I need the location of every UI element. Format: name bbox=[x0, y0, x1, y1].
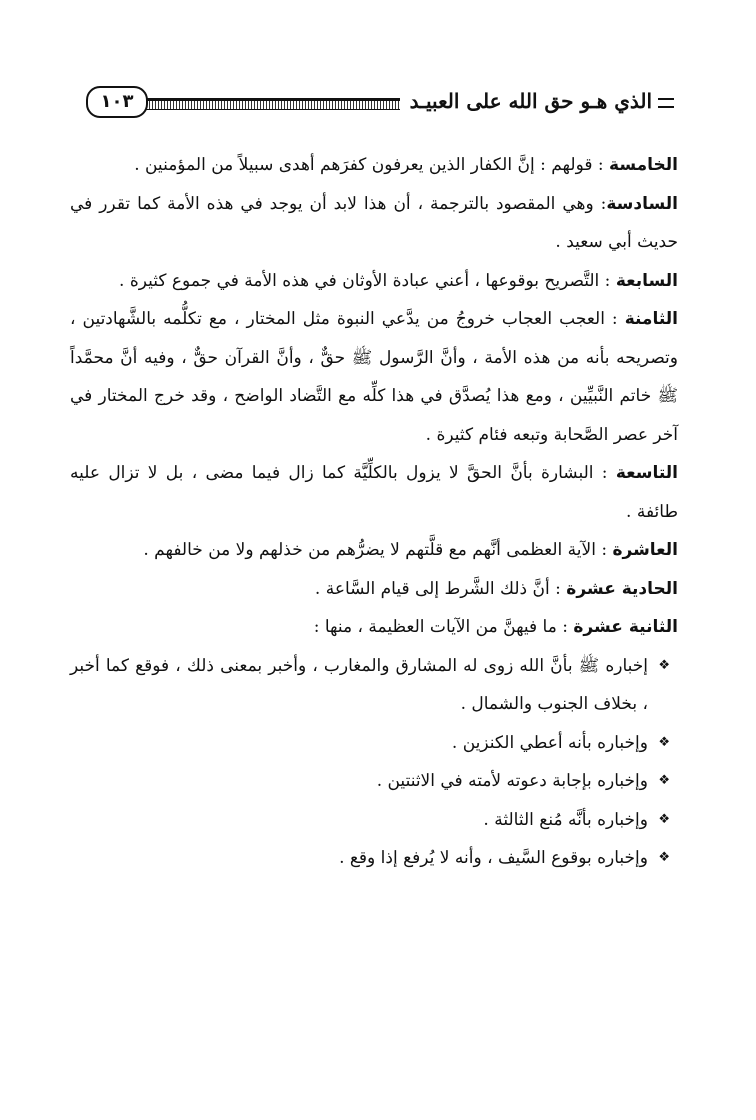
diamond-bullet-icon: ❖ bbox=[658, 773, 670, 788]
list-item-text: وإخباره بإجابة دعوته لأمته في الاثنتين . bbox=[376, 771, 648, 791]
body-text bbox=[70, 146, 678, 878]
diamond-bullet-icon: ❖ bbox=[658, 850, 670, 865]
paragraph-text: : الآية العظمى أنَّهم مع قلَّتهم لا يضرُّهم من خذلهم ولا من خالفهم . bbox=[143, 540, 613, 560]
paragraph-label: العاشرة bbox=[612, 540, 678, 560]
paragraph-label: السابعة bbox=[615, 270, 678, 291]
paragraph-text: : البشارة بأنَّ الحقَّ لا يزول بالكلِّيَّة كما زال فيما مضى ، بل لا تزال عليه طائفة . bbox=[70, 463, 678, 522]
list-item bbox=[70, 762, 678, 801]
header-title-text: الذي هـو حق الله على العبيـد bbox=[409, 89, 652, 113]
paragraph-fifth bbox=[70, 146, 678, 185]
paragraph-ninth bbox=[70, 454, 678, 531]
paragraph-label: السادسة bbox=[606, 193, 678, 214]
running-header bbox=[86, 86, 678, 120]
paragraph-label: الثامنة bbox=[624, 309, 678, 329]
paragraph-text: : العجب العجاب خروجُ من يدَّعي النبوة مثل المختار ، مع تكلُّمه بالشَّهادتين ، وتصريحه بأنه من هذه الأمة ، وأنَّ الرَّسول ﷺ حقٌّ ، وأنَّ القرآن حقٌّ ، وفيه أنَّ محمَّداً ﷺ خاتم النَّبيِّين ، ومع هذا يُصدَّق في هذا كلِّه مع التَّضاد الواضح ، وقد خرج المختار في آخر عصر الصَّحابة وتبعه فئام كثيرة . bbox=[70, 309, 678, 445]
list-item-text: وإخباره بأنه أعطي الكنزين . bbox=[451, 732, 648, 753]
paragraph-text: : أنَّ ذلك الشَّرط إلى قيام السَّاعة . bbox=[314, 578, 567, 599]
paragraph-label: التاسعة bbox=[615, 463, 678, 483]
paragraph-seventh bbox=[70, 262, 678, 301]
paragraph-eighth bbox=[70, 300, 678, 454]
paragraph-twelfth bbox=[70, 608, 678, 647]
list-item-text: وإخباره بوقوع السَّيف ، وأنه لا يُرفع إذا وقع . bbox=[339, 848, 648, 868]
paragraph-text: : التَّصريح بوقوعها ، أعني عبادة الأوثان في هذه الأمة في جموع كثيرة . bbox=[119, 270, 616, 291]
paragraph-text: : وهي المقصود بالترجمة ، أن هذا لابد أن يوجد في هذه الأمة كما تقرر في حديث أبي سعيد . bbox=[70, 193, 678, 252]
diamond-bullet-icon: ❖ bbox=[658, 734, 670, 750]
signs-list bbox=[70, 647, 678, 878]
paragraph-sixth bbox=[70, 185, 678, 262]
paragraph-label: الحادية عشرة bbox=[566, 578, 678, 599]
list-item-text: وإخباره بأنَّه مُنع الثالثة . bbox=[483, 809, 648, 830]
paragraph-text: : ما فيهنَّ من الآيات العظيمة ، منها : bbox=[313, 617, 574, 637]
list-item-text: إخباره ﷺ بأنَّ الله زوى له المشارق والمغارب ، وأخبر بمعنى ذلك ، فوقع كما أخبر ، بخلاف الجنوب والشمال . bbox=[70, 655, 648, 714]
paragraph-label: الخامسة bbox=[609, 155, 678, 175]
paragraph-eleventh bbox=[70, 570, 678, 609]
list-item bbox=[70, 839, 678, 878]
paragraph-text: : قولهم : إنَّ الكفار الذين يعرفون كفرَهم أهدى سبيلاً من المؤمنين . bbox=[134, 155, 610, 175]
header-lead-mark bbox=[658, 98, 674, 108]
header-title bbox=[400, 86, 678, 116]
paragraph-label: الثانية عشرة bbox=[573, 617, 678, 637]
list-item bbox=[70, 647, 678, 724]
list-item bbox=[70, 724, 678, 763]
paragraph-tenth bbox=[70, 531, 678, 570]
diamond-bullet-icon: ❖ bbox=[658, 657, 670, 673]
page-number: ١٠٣ bbox=[86, 86, 148, 118]
diamond-bullet-icon: ❖ bbox=[658, 811, 670, 827]
list-item bbox=[70, 801, 678, 840]
